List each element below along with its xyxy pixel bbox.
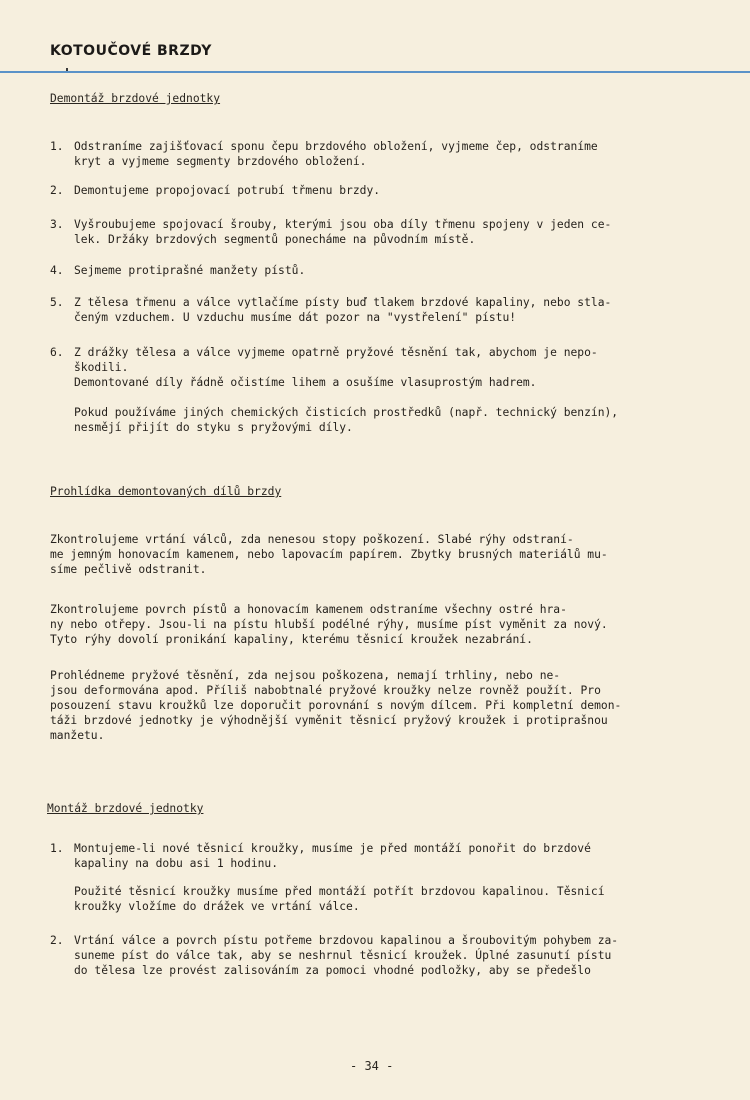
list-item-text: Montujeme-li nové těsnicí kroužky, musíme je před montáží ponořit do brzdové kapaliny na dobu asi 1 hodinu. (74, 842, 591, 870)
list-item-number: 1. (50, 140, 64, 153)
list-item-number: 6. (50, 346, 64, 359)
header-rule (0, 71, 750, 73)
note-paragraph: Pokud používáme jiných chemických čisticích prostředků (např. technický benzín), nesmějí přijít do styku s pryžovými díly. (74, 406, 619, 434)
list-item-number: 5. (50, 296, 64, 309)
note-paragraph: Použité těsnicí kroužky musíme před montáží potřít brzdovou kapalinou. Těsnicí kroužky vložíme do drážek ve vrtání válce. (74, 885, 605, 913)
page-number: - 34 - (350, 1059, 394, 1073)
body-paragraph: Zkontrolujeme povrch pístů a honovacím kamenem odstraníme všechny ostré hra- ny nebo otřepy. Jsou-li na pístu hlubší podélné rýhy, musíme píst vyměnit za nový. Tyto rýhy dovolí pronikání kapaliny, kterému těsnicí kroužek nezabrání. (50, 603, 608, 646)
list-item-text: Vyšroubujeme spojovací šrouby, kterými jsou oba díly třmenu spojeny v jeden ce- lek. Držáky brzdových segmentů ponecháme na původním místě. (74, 218, 612, 246)
section-heading-demontaz: Demontáž brzdové jednotky (50, 92, 221, 105)
section-heading-prohlidka: Prohlídka demontovaných dílů brzdy (50, 485, 282, 498)
list-item-text: Z drážky tělesa a válce vyjmeme opatrně pryžové těsnění tak, abychom je nepo- škodili. Demontované díly řádně očistíme lihem a osušíme vlasuprostým hadrem. (74, 346, 598, 389)
list-item-text: Odstraníme zajišťovací sponu čepu brzdového obložení, vyjmeme čep, odstraníme kryt a vyjmeme segmenty brzdového obložení. (74, 140, 598, 168)
section-heading-montaz: Montáž brzdové jednotky (47, 802, 204, 815)
list-item-text: Z tělesa třmenu a válce vytlačíme písty buď tlakem brzdové kapaliny, nebo stla- čeným vzduchem. U vzduchu musíme dát pozor na "vystřelení" pístu! (74, 296, 612, 324)
list-item-number: 2. (50, 184, 64, 197)
list-item-text: Sejmeme protiprašné manžety pístů. (74, 264, 306, 277)
list-item-number: 3. (50, 218, 64, 231)
list-item-text: Vrtání válce a povrch pístu potřeme brzdovou kapalinou a šroubovitým pohybem za- suneme píst do válce tak, aby se neshrnul těsnicí kroužek. Úplné zasunutí pístu do tělesa lze provést zalisováním za pomoci vhodné podložky, aby se předešlo (74, 934, 619, 977)
body-paragraph: Prohlédneme pryžové těsnění, zda nejsou poškozena, nemají trhliny, nebo ne- jsou deformována apod. Příliš nabobtnalé pryžové kroužky nelze rovněž použít. Pro posouzení stavu kroužků lze doporučit porovnání s novým dílcem. Při kompletní demon- táži brzdové jednotky je výhodnější vyměnit těsnicí pryžový kroužek i protiprašnou manžetu. (50, 669, 622, 742)
list-item-text: Demontujeme propojovací potrubí třmenu brzdy. (74, 184, 381, 197)
page-header-title: KOTOUČOVÉ BRZDY (50, 43, 212, 59)
list-item-number: 2. (50, 934, 64, 947)
list-item-number: 1. (50, 842, 64, 855)
list-item-number: 4. (50, 264, 64, 277)
header-rule-mark (66, 68, 68, 71)
body-paragraph: Zkontrolujeme vrtání válců, zda nenesou stopy poškození. Slabé rýhy odstraní- me jemným honovacím kamenem, nebo lapovacím papírem. Zbytky brusných materiálů mu- síme pečlivě odstranit. (50, 533, 608, 576)
